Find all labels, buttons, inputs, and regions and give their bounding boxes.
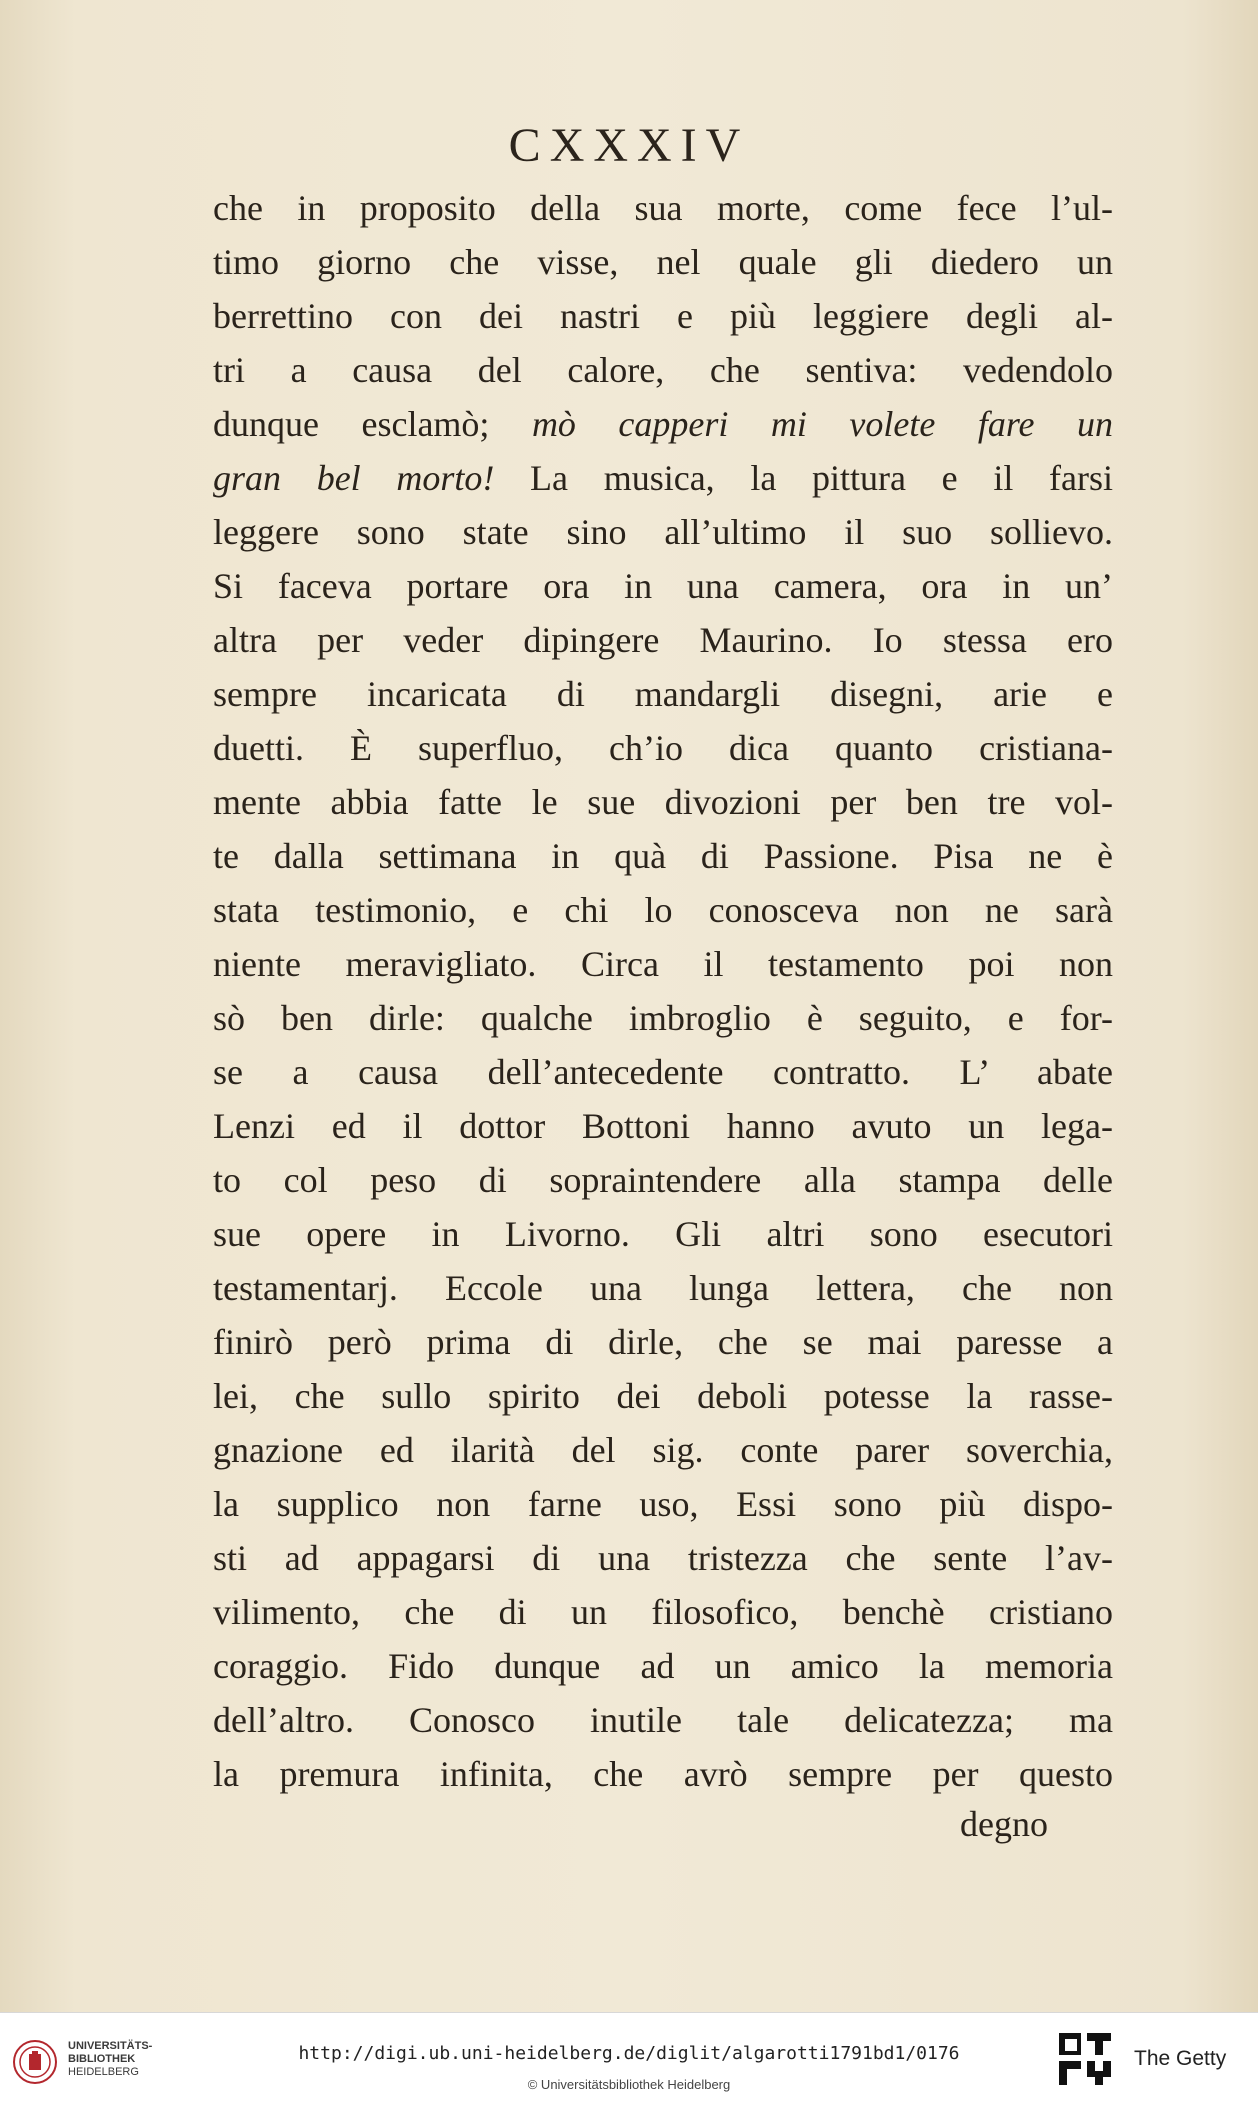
text-line <box>213 343 1113 397</box>
text-span: duetti. È superfluo, ch’io dica quanto cristiana- <box>213 728 1113 768</box>
text-span: sti ad appagarsi di una tristezza che sente l’av- <box>213 1538 1113 1578</box>
italic-text: mò capperi mi volete fare un <box>531 404 1113 444</box>
text-line <box>213 991 1113 1045</box>
text-span: Si faceva portare ora in una camera, ora in un’ <box>213 566 1113 606</box>
text-span: la premura infinita, che avrò sempre per questo <box>213 1754 1113 1794</box>
text-span: la supplico non farne uso, Essi sono più dispo- <box>213 1484 1113 1524</box>
text-line <box>213 1099 1113 1153</box>
text-line <box>213 1369 1113 1423</box>
university-name-line-1: UNIVERSITÄTS- <box>68 2040 153 2052</box>
text-span: vilimento, che di un filosofico, benchè cristiano <box>213 1592 1113 1632</box>
text-line <box>213 1477 1113 1531</box>
text-span: testamentarj. Eccole una lunga lettera, che non <box>213 1268 1113 1308</box>
text-span: stata testimonio, e chi lo conosceva non ne sarà <box>213 890 1113 930</box>
text-line <box>213 883 1113 937</box>
text-span: altra per veder dipingere Maurino. Io stessa ero <box>213 620 1113 660</box>
text-span: finirò però prima di dirle, che se mai paresse a <box>213 1322 1113 1362</box>
text-line <box>213 775 1113 829</box>
text-line <box>213 937 1113 991</box>
text-line <box>213 1153 1113 1207</box>
text-line <box>213 235 1113 289</box>
text-span: sò ben dirle: qualche imbroglio è seguito, e for- <box>213 998 1113 1038</box>
text-line <box>213 451 1113 505</box>
text-line <box>213 1423 1113 1477</box>
text-line <box>213 667 1113 721</box>
text-span: coraggio. Fido dunque ad un amico la memoria <box>213 1646 1113 1686</box>
text-span: lei, che sullo spirito dei deboli potesse la rasse- <box>213 1376 1113 1416</box>
text-span: leggere sono state sino all’ultimo il suo sollievo. <box>213 512 1113 552</box>
university-name-line-2: BIBLIOTHEK <box>68 2053 136 2065</box>
italic-text: gran bel morto! <box>213 458 495 498</box>
text-line <box>213 1585 1113 1639</box>
catchword: degno <box>960 1804 1048 1844</box>
text-span: sempre incaricata di mandargli disegni, arie e <box>213 674 1113 714</box>
text-span: to col peso di sopraintendere alla stampa delle <box>213 1160 1113 1200</box>
text-line <box>213 1207 1113 1261</box>
text-line <box>213 613 1113 667</box>
text-span: mente abbia fatte le sue divozioni per ben tre vol- <box>213 782 1113 822</box>
text-span: sue opere in Livorno. Gli altri sono esecutori <box>213 1214 1113 1254</box>
body-text <box>213 181 1113 1801</box>
text-line <box>213 559 1113 613</box>
permalink-url[interactable]: http://digi.ub.uni-heidelberg.de/diglit/algarotti1791bd1/0176 <box>298 2043 960 2064</box>
text-line <box>213 1531 1113 1585</box>
text-span: timo giorno che visse, nel quale gli diedero un <box>213 242 1113 282</box>
text-span: niente meravigliato. Circa il testamento poi non <box>213 944 1113 984</box>
text-span: che in proposito della sua morte, come fece l’ul- <box>213 188 1113 228</box>
getty-logo-icon <box>1057 2031 1113 2087</box>
text-span: te dalla settimana in quà di Passione. Pisa ne è <box>213 836 1113 876</box>
university-name-line-3: HEIDELBERG <box>68 2066 139 2078</box>
text-span: La musica, la pittura e il farsi <box>494 458 1113 498</box>
text-line <box>213 721 1113 775</box>
text-line <box>213 1261 1113 1315</box>
text-span: tri a causa del calore, che sentiva: vedendolo <box>213 350 1113 390</box>
text-line <box>213 397 1113 451</box>
text-span: gnazione ed ilarità del sig. conte parer soverchia, <box>213 1430 1113 1470</box>
copyright-notice: © Universitätsbibliothek Heidelberg <box>527 2077 731 2092</box>
text-line <box>213 1639 1113 1693</box>
text-line <box>213 289 1113 343</box>
text-line <box>213 181 1113 235</box>
text-line <box>213 829 1113 883</box>
text-line <box>213 1693 1113 1747</box>
text-span: se a causa dell’antecedente contratto. L’ abate <box>213 1052 1113 1092</box>
text-line <box>213 505 1113 559</box>
page-number-heading: CXXXIV <box>508 119 750 172</box>
text-span: berrettino con dei nastri e più leggiere degli al- <box>213 296 1113 336</box>
footer-bar <box>0 2012 1258 2104</box>
text-span: dunque esclamò; <box>213 404 532 444</box>
text-span: Lenzi ed il dottor Bottoni hanno avuto un lega- <box>213 1106 1113 1146</box>
text-line <box>213 1747 1113 1801</box>
text-line <box>213 1315 1113 1369</box>
text-line <box>213 1045 1113 1099</box>
partner-name: The Getty <box>1134 2047 1227 2070</box>
text-span: dell’altro. Conosco inutile tale delicatezza; ma <box>213 1700 1113 1740</box>
